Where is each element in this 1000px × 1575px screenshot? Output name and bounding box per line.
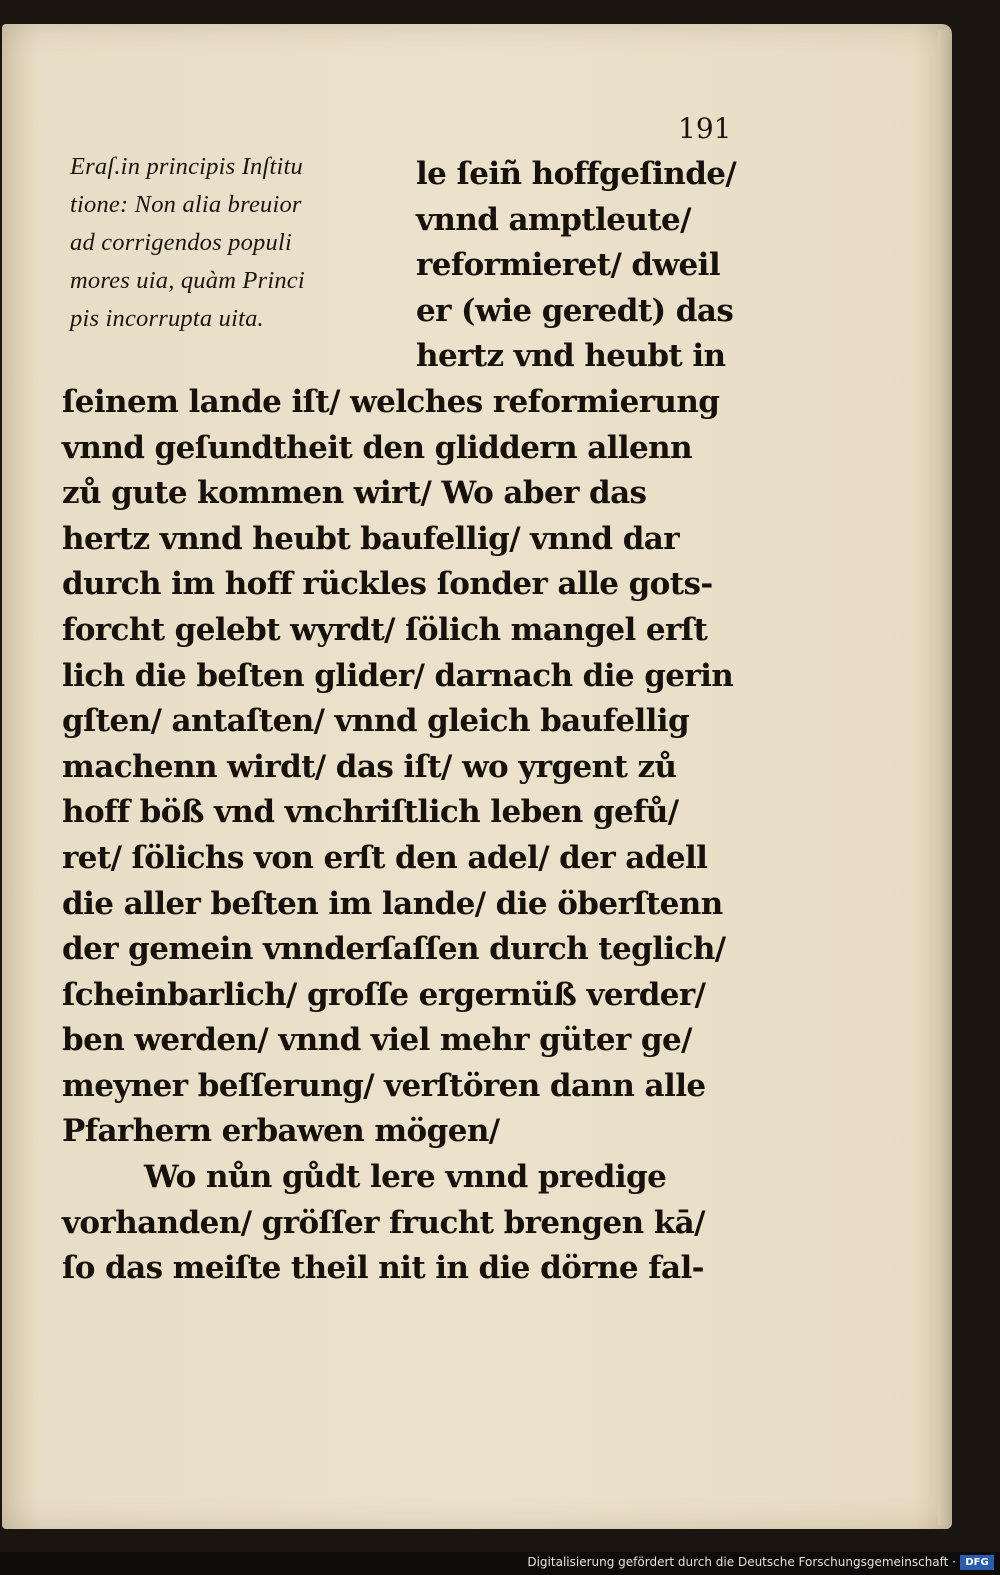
body-line: machenn wirdt/ das iſt/ wo yrgent zů (62, 748, 677, 785)
body-line: ſo das meiſte theil nit in die dörne fal- (62, 1250, 704, 1287)
body-line: Wo nůn gůdt lere vnnd predige (144, 1159, 667, 1196)
body-line: reformieret/ dweil (416, 247, 721, 284)
marginal-note-line: mores uia, quàm Princi (70, 267, 305, 294)
body-line: Pfarhern erbawen mögen/ (62, 1113, 500, 1150)
body-line: ret/ ſölichs von erſt den adel/ der adell (62, 839, 708, 876)
footer-credit: Digitalisierung gefördert durch die Deutsche Forschungsgemeinschaft · (527, 1555, 956, 1569)
marginal-note-line: Eraſ.in principis Inſtitu (70, 153, 303, 180)
body-line: vorhanden/ gröſſer frucht brengen kā/ (62, 1204, 705, 1241)
body-line: hertz vnd heubt in (416, 338, 726, 375)
body-line: er (wie geredt) das (416, 292, 734, 329)
marginal-note-line: tione: Non alia breuior (70, 191, 302, 218)
body-line: die aller beſten im lande/ die öberſtenn (62, 885, 723, 922)
body-line: durch im hoff rückles ſonder alle gots- (62, 566, 713, 603)
marginal-note-line: ad corrigendos populi (70, 229, 292, 256)
dfg-logo-icon: DFG (960, 1555, 994, 1570)
body-line: ſcheinbarlich/ groſſe ergernüß verder/ (62, 976, 706, 1013)
body-line: hoff böß vnd vnchriſtlich leben gefů/ (62, 794, 679, 831)
page-edge (938, 30, 952, 1525)
body-line: ſeinem lande iſt/ welches reformierung (62, 383, 720, 420)
body-line: vnnd geſundtheit den gliddern allenn (62, 429, 693, 466)
body-line: ben werden/ vnnd viel mehr güter ge/ (62, 1022, 692, 1059)
marginal-note-line: pis incorrupta uita. (70, 305, 264, 332)
body-line: forcht gelebt wyrdt/ ſölich mangel erſt (62, 611, 708, 648)
body-line: lich die beſten glider/ darnach die gerin (62, 657, 734, 694)
body-line: le ſeiñ hoffgeſinde/ (416, 156, 737, 192)
body-line: vnnd amptleute/ (416, 201, 691, 238)
body-line: gſten/ antaſten/ vnnd gleich baufellig (62, 703, 690, 740)
page-number: 191 (678, 112, 732, 145)
body-line: der gemein vnnderſaſſen durch teglich/ (62, 931, 726, 968)
body-text (62, 152, 742, 1292)
body-line: hertz vnnd heubt baufellig/ vnnd dar (62, 520, 679, 557)
body-line: meyner beſſerung/ verſtören dann alle (62, 1067, 706, 1104)
body-line: zů gute kommen wirt/ Wo aber das (62, 475, 647, 512)
